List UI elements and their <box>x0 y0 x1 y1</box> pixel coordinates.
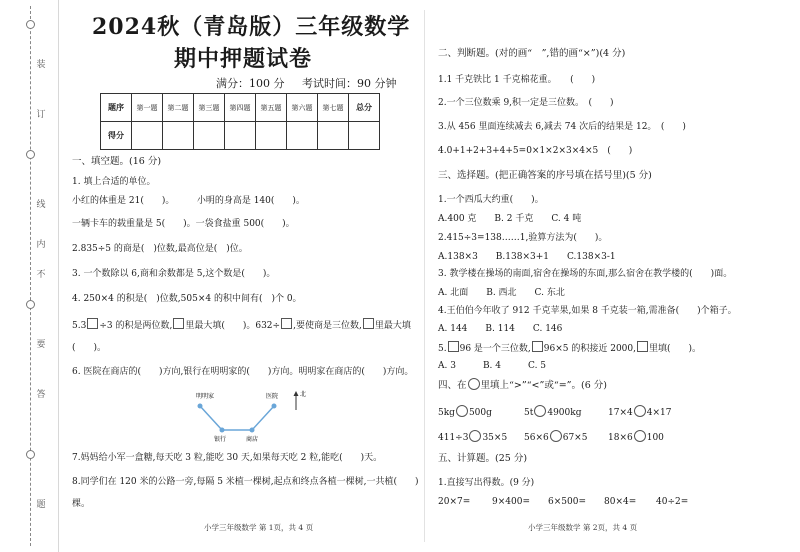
score-table-column: 第四题 <box>225 94 256 122</box>
score-table-row-score: 得分 <box>101 122 132 150</box>
judge-question: 4.0+1+2+3+4+5=0×1×2×3×4×5 ( ) <box>438 146 633 156</box>
binding-label: 要 <box>36 340 46 350</box>
blank-circle <box>550 430 562 442</box>
map-label-hospital: 医院 <box>266 393 279 400</box>
section-heading: 五、计算题。(25 分) <box>438 453 528 464</box>
compare-right: 35×5 <box>482 433 508 443</box>
section-heading: 二、判断题。(对的画“ ”,错的画“×”)(4 分) <box>438 48 626 59</box>
q5-text: 5.3 <box>72 321 87 331</box>
calc-item: 20×7= <box>438 497 471 507</box>
compare-right: 100 <box>646 433 664 443</box>
binding-label: 题 <box>36 500 46 510</box>
binding-label: 答 <box>36 390 46 400</box>
binding-label: 内 <box>36 240 46 250</box>
blank-box <box>173 318 184 329</box>
question-line: 7.妈妈给小军一盒糖,每天吃 3 粒,能吃 30 天,如果每天吃 2 粒,能吃( )天。 <box>72 453 383 463</box>
question-line: ( )。 <box>72 343 107 353</box>
compare-right: 4900kg <box>547 408 582 418</box>
question-line: 1. 填上合适的单位。 <box>72 177 156 187</box>
binding-label: 装 <box>36 60 46 70</box>
compare-item <box>608 405 671 419</box>
c5-text: 96 是一个三位数, <box>459 344 531 354</box>
map-label-home: 明明家 <box>196 393 215 400</box>
blank-box <box>87 318 98 329</box>
score-cell <box>132 122 163 150</box>
blank-box <box>637 341 648 352</box>
question-line: 3. 一个数除以 6,商和余数都是 5,这个数是( )。 <box>72 269 276 279</box>
blank-circle <box>469 430 481 442</box>
q5-text: ,要使商是三位数, <box>293 321 362 331</box>
section-heading <box>438 378 607 392</box>
compare-left: 5t <box>524 408 534 418</box>
score-table-column: 第七题 <box>318 94 349 122</box>
judge-question: 2.一个三位数乘 9,积一定是三位数。 ( ) <box>438 98 614 108</box>
choice-line: A. 3 B. 4 C. 5 <box>438 361 547 371</box>
map-point-home <box>198 404 203 409</box>
compare-left: 18×6 <box>608 433 633 443</box>
compare-right: 67×5 <box>562 433 588 443</box>
score-table-header-row <box>101 94 380 122</box>
score-table <box>100 93 380 150</box>
score-cell <box>256 122 287 150</box>
binding-hole <box>26 450 35 459</box>
calc-item: 40÷2= <box>656 497 689 507</box>
question-line: 2.835÷5 的商是( )位数,最高位是( )位。 <box>72 244 248 254</box>
question-line: 6. 医院在商店的( )方向,银行在明明家的( )方向。明明家在商店的( )方向。 <box>72 367 414 377</box>
compare-item <box>438 430 507 444</box>
score-cell <box>163 122 194 150</box>
binding-hole <box>26 150 35 159</box>
page-footer: 小学三年级数学 第 1页，共 4 页 <box>204 523 314 532</box>
c5-text: 里填( )。 <box>649 344 702 354</box>
c5-text: 5. <box>438 344 447 354</box>
question-line: 4. 250×4 的积是( )位数,505×4 的积中间有( )个 0。 <box>72 294 302 304</box>
blank-box <box>363 318 374 329</box>
map-label-store: 商店 <box>246 436 259 443</box>
score-cell <box>349 122 380 150</box>
score-table-column: 第六题 <box>287 94 318 122</box>
map-route <box>200 406 274 430</box>
question-line: 棵。 <box>72 499 91 509</box>
calc-title: 1.直接写出得数。(9 分) <box>438 478 535 488</box>
choice-line: A.138×3 B.138×3+1 C.138×3-1 <box>438 252 616 262</box>
binding-hole <box>26 20 35 29</box>
blank-box <box>448 341 459 352</box>
exam-time: 考试时间：90 分钟 <box>302 77 397 90</box>
full-score: 满分：100 分 <box>216 77 285 90</box>
question-line: 一辆卡车的载重量是 5( )。一袋食盐重 500( )。 <box>72 219 295 229</box>
blank-circle <box>634 430 646 442</box>
compare-item <box>524 405 581 419</box>
score-cell <box>225 122 256 150</box>
choice-line: 4.王伯伯今年收了 912 千克苹果,如果 8 千克装一箱,需准备( )个箱子。 <box>438 306 737 316</box>
compare-left: 5kg <box>438 408 455 418</box>
choice-line: 3. 教学楼在操场的南面,宿舍在操场的东面,那么宿舍在教学楼的( )面。 <box>438 269 733 279</box>
calc-item: 6×500= <box>548 497 586 507</box>
question-line: 小红的体重是 21( )。 小明的身高是 140( )。 <box>72 196 305 206</box>
section-heading: 三、选择题。(把正确答案的序号填在括号里)(5 分) <box>438 170 652 181</box>
compare-item <box>608 430 664 444</box>
score-table-column: 第三题 <box>194 94 225 122</box>
exam-meta <box>216 75 397 91</box>
map-label-bank: 银行 <box>214 436 227 443</box>
binding-margin <box>0 0 59 552</box>
q5-text: 里最大填 <box>374 321 411 331</box>
blank-circle <box>634 405 646 417</box>
blank-circle <box>456 405 468 417</box>
judge-question: 3.从 456 里面连续减去 6,减去 74 次后的结果是 12。 ( ) <box>438 122 686 132</box>
compare-item <box>524 430 587 444</box>
exam-title: 2024秋（青岛版）三年级数学 <box>92 14 411 40</box>
compare-item <box>438 405 492 419</box>
binding-label: 线 <box>36 200 46 210</box>
choice-line: 2.415÷3=138……1,验算方法为( )。 <box>438 233 608 243</box>
compare-left: 56×6 <box>524 433 549 443</box>
score-cell <box>318 122 349 150</box>
compare-left: 411÷3 <box>438 433 469 443</box>
question-line: 8.同学们在 120 米的公路一旁,每隔 5 米植一棵树,起点和终点各植一棵树,一共植( ) <box>72 477 419 487</box>
direction-map <box>194 388 314 444</box>
choice-question-5 <box>438 341 701 355</box>
choice-line: 1.一个西瓜大约重( )。 <box>438 195 544 205</box>
judge-question: 1.1 千克铁比 1 千克棉花重。 ( ) <box>438 75 596 85</box>
blank-circle <box>534 405 546 417</box>
section4-text: 四、在 <box>438 380 467 391</box>
q5-text: 里最大填( )。632÷ <box>185 321 281 331</box>
score-table-score-row <box>101 122 380 150</box>
blank-box <box>281 318 292 329</box>
map-point-store <box>250 428 255 433</box>
compare-right: 4×17 <box>646 408 672 418</box>
blank-box <box>532 341 543 352</box>
page-footer: 小学三年级数学 第 2页，共 4 页 <box>528 523 638 532</box>
c5-text: 96×5 的积接近 2000, <box>543 344 636 354</box>
score-cell <box>287 122 318 150</box>
binding-label: 订 <box>36 110 46 120</box>
page-divider <box>424 10 425 542</box>
question-5 <box>72 318 411 332</box>
score-table-row-title: 题序 <box>101 94 132 122</box>
north-arrow-head <box>294 391 299 396</box>
q5-text: ÷3 的积是两位数, <box>99 321 173 331</box>
section4-text: 里填上“>”“<”或“=”。(6 分) <box>480 380 608 391</box>
choice-line: A.400 克 B. 2 千克 C. 4 吨 <box>438 214 582 224</box>
section-heading: 一、填空题。(16 分) <box>72 156 162 167</box>
compare-left: 17×4 <box>608 408 633 418</box>
map-point-hospital <box>272 404 277 409</box>
map-point-bank <box>220 428 225 433</box>
score-cell <box>194 122 225 150</box>
choice-line: A. 北面 B. 西北 C. 东北 <box>438 288 565 298</box>
binding-label: 不 <box>36 270 46 280</box>
score-table-column: 第五题 <box>256 94 287 122</box>
binding-hole <box>26 300 35 309</box>
map-label-north: 北 <box>300 391 307 398</box>
exam-subtitle: 期中押题试卷 <box>174 46 313 72</box>
choice-line: A. 144 B. 114 C. 146 <box>438 324 563 334</box>
score-table-column: 第二题 <box>163 94 194 122</box>
blank-circle <box>468 378 480 390</box>
score-table-column: 第一题 <box>132 94 163 122</box>
calc-item: 9×400= <box>492 497 530 507</box>
score-table-total: 总分 <box>349 94 380 122</box>
calc-item: 80×4= <box>604 497 637 507</box>
binding-dashed-line <box>30 6 31 546</box>
compare-right: 500g <box>468 408 492 418</box>
